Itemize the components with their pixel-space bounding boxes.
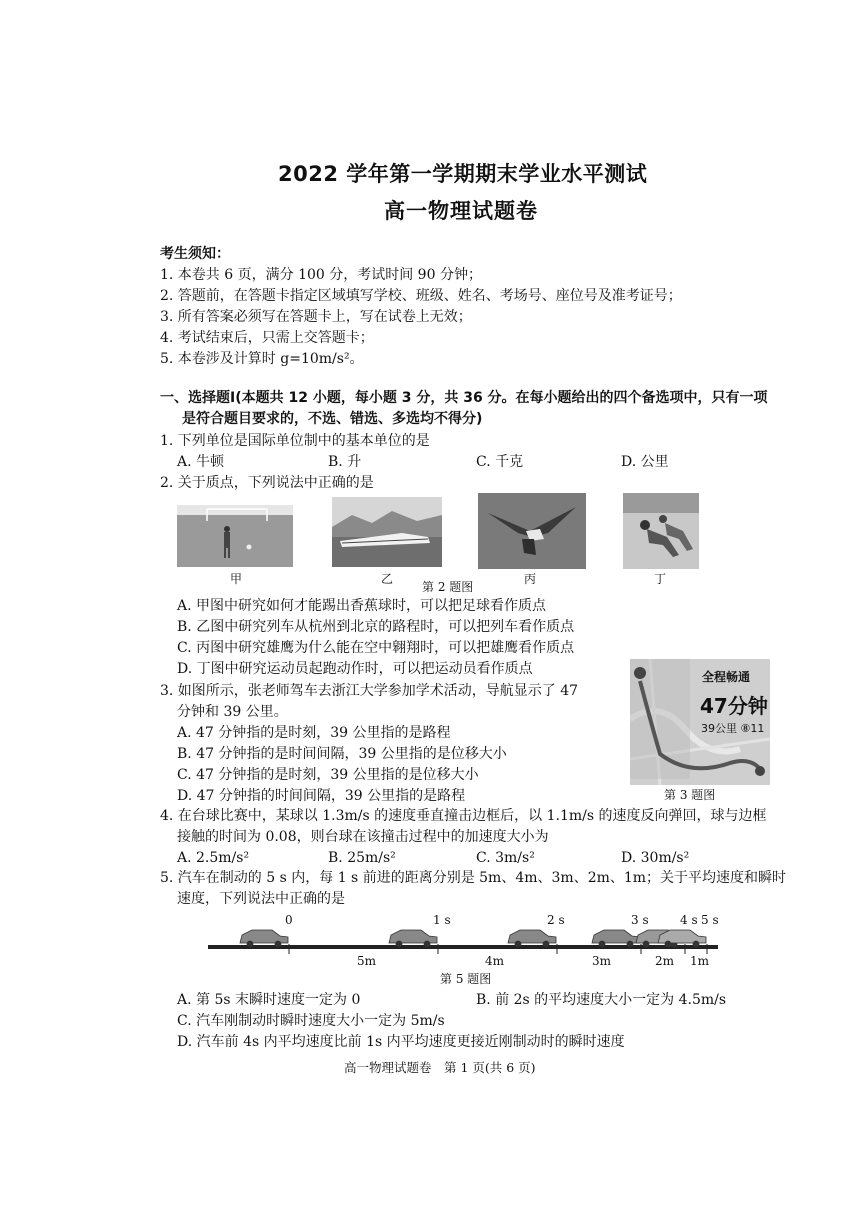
page-subtitle: 高一物理试题卷 [384, 199, 538, 223]
q5-option-d: D. 汽车前 4s 内平均速度比前 1s 内平均速度更接近刚制动时的瞬时速度 [177, 1034, 625, 1050]
q2-option-a: A. 甲图中研究如何才能踢出香蕉球时，可以把足球看作质点 [177, 598, 547, 614]
q4-option-b: B. 25m/s² [328, 850, 396, 866]
notice-item: 2. 答题前，在答题卡指定区域填写学校、班级、姓名、考场号、座位号及准考证号； [160, 288, 682, 304]
q2-option-d: D. 丁图中研究运动员起跑动作时，可以把运动员看作质点 [177, 661, 533, 677]
q4-stem-cont: 接触的时间为 0.08，则台球在该撞击过程中的加速度大小为 [177, 829, 549, 845]
time-label-3s: 3 s [631, 913, 649, 927]
photo-label-ding: 丁 [654, 572, 667, 586]
time-label-0: 0 [285, 913, 293, 927]
nav-time: 47分钟 [700, 694, 768, 718]
page-title: 2022 学年第一学期期末学业水平测试 [278, 162, 648, 186]
car-icon [389, 930, 437, 947]
q4-stem: 4. 在台球比赛中，某球以 1.3m/s 的速度垂直撞击边框后，以 1.1m/s 的速度反向弹回，球与边框 [160, 808, 767, 824]
q4-option-c: C. 3m/s² [476, 850, 535, 866]
car-icon [592, 930, 640, 947]
distance-label-1m: 1m [690, 954, 710, 968]
photo-label-jia: 甲 [230, 572, 243, 586]
time-label-4s: 4 s [680, 913, 698, 927]
q3-option-a: A. 47 分钟指的是时刻，39 公里指的是路程 [177, 725, 451, 741]
nav-status: 全程畅通 [702, 670, 751, 684]
time-label-2s: 2 s [547, 913, 565, 927]
q4-option-d: D. 30m/s² [621, 850, 690, 866]
q5-caption: 第 5 题图 [440, 972, 492, 986]
q2-caption: 第 2 题图 [422, 580, 474, 594]
page-footer: 高一物理试题卷 第 1 页(共 6 页) [344, 1060, 536, 1075]
eagle-photo [478, 493, 586, 569]
photo-label-yi: 乙 [381, 572, 394, 586]
q3-caption: 第 3 题图 [664, 788, 716, 802]
q1-option-d: D. 公里 [621, 454, 669, 470]
distance-label-2m: 2m [655, 954, 675, 968]
notice-item: 5. 本卷涉及计算时 g=10m/s²。 [160, 351, 364, 367]
q1-option-b: B. 升 [328, 454, 362, 470]
car-icon [508, 930, 556, 947]
q3-option-b: B. 47 分钟指的是时间间隔，39 公里指的是位移大小 [177, 746, 507, 762]
q2-option-c: C. 丙图中研究雄鹰为什么能在空中翱翔时，可以把雄鹰看作质点 [177, 640, 575, 656]
q5-option-c: C. 汽车刚制动时瞬时速度大小一定为 5m/s [177, 1013, 445, 1029]
photo-label-bing: 丙 [524, 572, 537, 586]
notice-heading: 考生须知： [160, 246, 230, 262]
q5-option-b: B. 前 2s 的平均速度大小一定为 4.5m/s [476, 992, 727, 1008]
notice-item: 3. 所有答案必须写在答题卡上，写在试卷上无效； [160, 309, 472, 325]
q1-option-c: C. 千克 [476, 454, 524, 470]
q1-option-a: A. 牛顿 [177, 454, 225, 470]
nav-distance: 39公里 ⑧11 [701, 722, 765, 735]
notice-item: 4. 考试结束后，只需上交答题卡； [160, 330, 374, 346]
q1-stem: 1. 下列单位是国际单位制中的基本单位的是 [160, 433, 430, 449]
car-icon [240, 930, 288, 947]
q2-stem: 2. 关于质点，下列说法中正确的是 [160, 475, 374, 491]
time-label-1s: 1 s [433, 913, 451, 927]
train-photo [332, 497, 442, 567]
soccer-photo [177, 505, 293, 567]
car-icon [658, 930, 706, 947]
q3-stem-cont: 分钟和 39 公里。 [177, 704, 288, 720]
q3-option-d: D. 47 分钟指的时间间隔，39 公里指的是路程 [177, 788, 466, 804]
q3-option-c: C. 47 分钟指的是时刻，39 公里指的是位移大小 [177, 767, 479, 783]
distance-label-5m: 5m [357, 954, 377, 968]
sprinters-photo [623, 493, 699, 569]
notice-item: 1. 本卷共 6 页，满分 100 分，考试时间 90 分钟； [160, 267, 482, 283]
distance-label-3m: 3m [592, 954, 612, 968]
q5-stem-cont: 速度，下列说法中正确的是 [177, 891, 345, 907]
q5-option-a: A. 第 5s 末瞬时速度一定为 0 [177, 992, 361, 1008]
q5-stem: 5. 汽车在制动的 5 s 内，每 1 s 前进的距离分别是 5m、4m、3m、2m、1m；关于平均速度和瞬时 [160, 870, 787, 886]
q3-stem: 3. 如图所示，张老师驾车去浙江大学参加学术活动，导航显示了 47 [160, 683, 579, 699]
time-label-5s: 5 s [701, 913, 719, 927]
q2-option-b: B. 乙图中研究列车从杭州到北京的路程时，可以把列车看作质点 [177, 619, 575, 635]
distance-label-4m: 4m [485, 954, 505, 968]
section-heading: 一、选择题Ⅰ(本题共 12 小题，每小题 3 分，共 36 分。在每小题给出的四个备选项中，只有一项 [160, 390, 768, 406]
section-heading-cont: 是符合题目要求的，不选、错选、多选均不得分) [182, 411, 483, 427]
q4-option-a: A. 2.5m/s² [177, 850, 250, 866]
